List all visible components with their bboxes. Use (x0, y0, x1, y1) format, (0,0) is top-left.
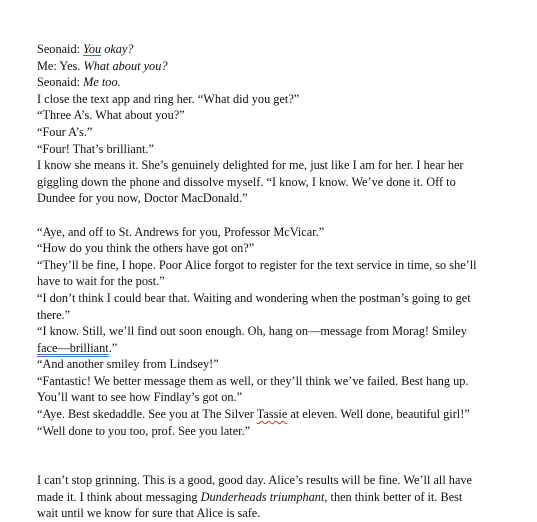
text-line-18: face—brilliant.” (37, 340, 118, 355)
text-line-1: Seonaid: You okay? (37, 42, 134, 56)
text-line-6: “Four A’s.” (37, 124, 93, 139)
text-line-12: “How do you think the others have got on?” (37, 241, 255, 256)
text-line-22: “Aye. Best skedaddle. See you at The Silver Tassie at eleven. Well done, beautiful girl!” (37, 407, 470, 422)
spelling-mark: Tassie (256, 407, 288, 422)
text-line-9: giggling down the phone and dissolve myself. “I know, I know. We’ve done it. Off to (37, 174, 456, 189)
text-line-19: “And another smiley from Lindsey!” (37, 357, 219, 372)
text-line-16: there.” (37, 307, 71, 322)
text-line-11: “Aye, and off to St. Andrews for you, Professor McVicar.” (37, 224, 325, 239)
paragraph-gap-large (37, 439, 519, 472)
text-line-10: Dundee for you now, Doctor MacDonald.” (37, 191, 248, 206)
text-line-17: “I know. Still, we’ll find out soon enough. Oh, hang on—message from Morag! Smiley (37, 324, 467, 339)
text-line-14: have to wait for the post.” (37, 274, 165, 289)
grammar-mark: face—brilliant (37, 340, 109, 355)
text-line-15: “I don’t think I could bear that. Waiting and wondering when the postman’s going to get (37, 290, 471, 305)
text-line-25: made it. I think about messaging Dunderheads triumphant, then think better of it. Best (37, 489, 463, 504)
emphasis-you: You (83, 42, 102, 56)
text-line-5: “Three A’s. What about you?” (37, 108, 185, 123)
text-line-4: I close the text app and ring her. “What did you get?” (37, 91, 300, 106)
text-line-7: “Four! That’s brilliant.” (37, 141, 154, 156)
text-line-13: “They’ll be fine, I hope. Poor Alice forgot to register for the text service in time, so she’ll (37, 257, 477, 272)
text-line-8: I know she means it. She’s genuinely delighted for me, just like I am for her. I hear her (37, 158, 464, 173)
text-line-20: “Fantastic! We better message them as well, or they’ll think we’ve failed. Best hang up. (37, 373, 469, 388)
text-line-24: I can’t stop grinning. This is a good, good day. Alice’s results will be fine. We’ll all have (37, 473, 473, 488)
paragraph-gap (37, 207, 519, 224)
text-line-21: You’ll want to see how Findlay’s got on.” (37, 390, 243, 405)
text-line-3: Seonaid: Me too. (37, 75, 121, 90)
text-line-26: wait until we know for sure that Alice is safe. (37, 506, 261, 521)
text-line-2: Me: Yes. What about you? (37, 58, 168, 73)
text-line-23: “Well done to you too, prof. See you later.” (37, 423, 251, 438)
